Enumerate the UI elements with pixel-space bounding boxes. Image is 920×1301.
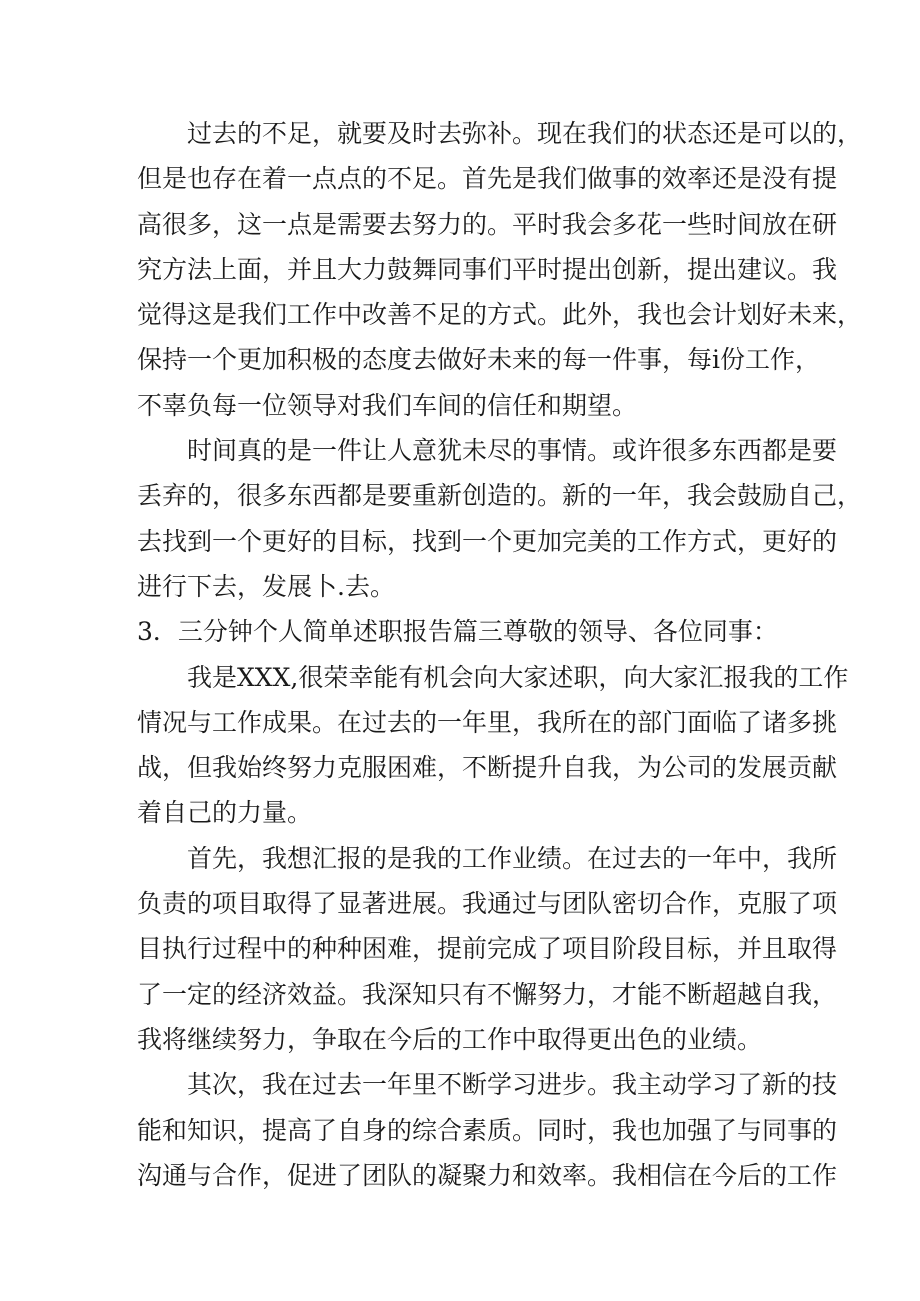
section-heading: 3．三分钟个人简单述职报告篇三尊敬的领导、各位同事：: [137, 617, 778, 647]
text-line: 战，但我始终努力克服困难，不断提升自我，为公司的发展贡献: [137, 753, 838, 783]
text-line: 丢弃的，很多东西都是要重新创造的。新的一年，我会鼓励自己，: [137, 481, 863, 511]
text-line: 了一定的经济效益。我深知只有不懈努力，才能不断超越自我，: [137, 979, 838, 1009]
text-line: 能和知识，提高了自身的综合素质。同时，我也加强了与同事的: [137, 1115, 838, 1145]
text-line: 着自己的力量。: [137, 798, 313, 828]
text-line: 过去的不足，就要及时去弥补。现在我们的状态还是可以的，: [187, 119, 863, 148]
document-body: [137, 111, 863, 1198]
text-line: 情况与工作成果。在过去的一年里，我所在的部门面临了诸多挑: [137, 707, 838, 737]
text-line: 其次，我在过去一年里不断学习进步。我主动学习了新的技: [187, 1070, 838, 1100]
text-line: 高很多，这一点是需要去努力的。平时我会多花一些时间放在研: [137, 209, 838, 239]
text-line: 去找到一个更好的目标，找到一个更加完美的工作方式，更好的: [137, 526, 838, 556]
text-line: 但是也存在着一点点的不足。首先是我们做事的效率还是没有提: [137, 164, 838, 194]
text-line: 觉得这是我们工作中改善不足的方式。此外，我也会计划好未来，: [137, 300, 863, 330]
text-line: 目执行过程中的种种困难，提前完成了项目阶段目标，并且取得: [137, 934, 838, 964]
text-line: 负责的项目取得了显著进展。我通过与团队密切合作，克服了项: [137, 889, 838, 919]
text-line: 不辜负每一位领导对我们车间的信任和期望。: [137, 390, 638, 420]
text-line: 究方法上面，并且大力鼓舞同事们平时提出创新，提出建议。我: [137, 254, 838, 284]
text-line: 时间真的是一件让人意犹未尽的事情。或许很多东西都是要: [187, 436, 838, 466]
text-line: 沟通与合作，促进了团队的凝聚力和效率。我相信在今后的工作: [137, 1160, 838, 1190]
text-line: 保持一个更加积极的态度去做好未来的每一件事，每i份工作，: [137, 345, 820, 375]
text-line: 我是XXX,很荣幸能有机会向大家述职，向大家汇报我的工作: [187, 662, 849, 692]
text-line: 首先，我想汇报的是我的工作业绩。在过去的一年中，我所: [187, 843, 838, 873]
text-line: 我将继续努力，争取在今后的工作中取得更出色的业绩。: [137, 1024, 763, 1054]
text-line: 进行下去，发展卜.去。: [137, 571, 395, 601]
